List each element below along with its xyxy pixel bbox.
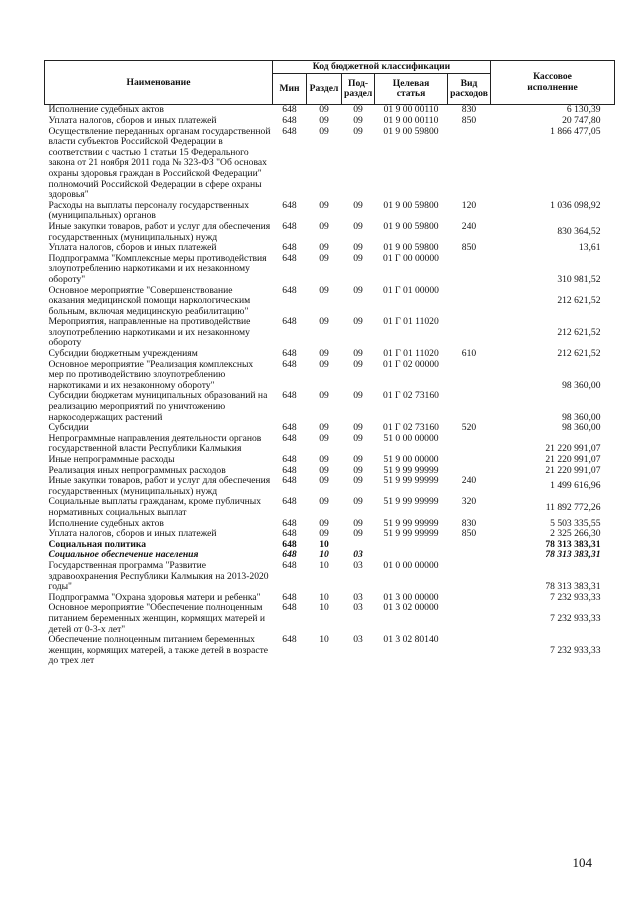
table-row — [45, 434, 615, 455]
cell-kassa: 1 036 098,92 — [550, 199, 601, 211]
cell-name: Основное мероприятие "Совершенствование оказания медицинской помощи наркологическим больным, включая медицинскую реабилитацию" — [48, 284, 251, 317]
cell-podrazdel: 09 — [353, 115, 363, 126]
cell-min: 648 — [282, 390, 297, 402]
cell-min: 648 — [282, 496, 297, 508]
cell-min: 648 — [282, 422, 297, 434]
cell-celevaya: 01 3 02 80140 — [383, 634, 439, 646]
table-row — [45, 476, 615, 497]
cell-razdel: 10 — [319, 602, 329, 614]
cell-podrazdel: 09 — [353, 496, 363, 508]
cell-vid: 830 — [461, 517, 477, 529]
cell-razdel: 09 — [319, 528, 329, 540]
cell-name: Иные закупки товаров, работ и услуг для обеспечения государственных (муниципальных) нужд — [48, 220, 271, 243]
cell-kassa: 20 747,80 — [562, 115, 601, 126]
cell-celevaya: 01 Г 02 00000 — [383, 358, 439, 370]
cell-podrazdel: 09 — [353, 199, 363, 211]
cell-celevaya: 01 3 02 00000 — [383, 602, 439, 614]
cell-kassa: 212 621,52 — [557, 295, 601, 307]
cell-celevaya: 01 9 00 00110 — [383, 104, 439, 116]
header-razdel: Раздел — [307, 74, 342, 105]
cell-razdel: 09 — [319, 125, 329, 137]
cell-name: Уплата налогов, сборов и иных платежей — [48, 528, 217, 540]
cell-celevaya: 01 Г 02 73160 — [383, 390, 439, 402]
cell-min: 648 — [282, 358, 297, 370]
cell-name: Субсидии — [48, 422, 89, 434]
cell-podrazdel: 09 — [353, 104, 363, 116]
cell-podrazdel: 09 — [353, 517, 363, 529]
cell-celevaya: 01 Г 01 11020 — [383, 348, 439, 360]
cell-min: 648 — [282, 220, 297, 232]
cell-celevaya: 01 0 00 00000 — [383, 559, 439, 571]
header-podrazdel: Под- раздел — [342, 74, 375, 105]
cell-name: Уплата налогов, сборов и иных платежей — [48, 242, 217, 254]
table-row — [45, 561, 615, 593]
cell-celevaya: 51 9 99 99999 — [383, 496, 439, 508]
cell-razdel: 09 — [319, 432, 329, 444]
table-row — [45, 127, 615, 201]
cell-podrazdel: 03 — [353, 634, 363, 646]
cell-razdel: 09 — [319, 422, 329, 434]
cell-kassa: 98 360,00 — [562, 379, 601, 391]
cell-name: Субсидии бюджетам муниципальных образований на реализацию мероприятий по уничтожению наркосодержащих растений — [48, 390, 268, 423]
cell-min: 648 — [282, 602, 297, 614]
cell-kassa: 1 866 477,05 — [550, 125, 601, 137]
table-row — [45, 116, 615, 127]
cell-min: 648 — [282, 559, 297, 571]
cell-kassa: 212 621,52 — [557, 348, 601, 360]
cell-vid: 120 — [461, 199, 477, 211]
table-row — [45, 497, 615, 518]
cell-vid — [448, 635, 491, 667]
cell-name: Субсидии бюджетным учреждениям — [48, 348, 198, 360]
cell-podrazdel: 09 — [353, 432, 363, 444]
cell-vid: 320 — [461, 496, 477, 508]
cell-razdel: 10 — [319, 591, 329, 603]
cell-name: Обеспечение полноценным питанием беременных женщин, кормящих матерей, а также детей в возрасте до трех лет — [48, 634, 269, 667]
cell-name: Расходы на выплаты персоналу государственных (муниципальных) органов — [48, 199, 250, 222]
cell-min: 648 — [282, 549, 297, 561]
cell-vid — [448, 561, 491, 593]
table-row — [45, 201, 615, 222]
cell-min: 648 — [282, 528, 297, 540]
cell-celevaya: 01 Г 01 00000 — [383, 284, 439, 296]
cell-min: 648 — [282, 252, 297, 264]
cell-razdel: 09 — [319, 517, 329, 529]
cell-podrazdel: 09 — [353, 348, 363, 360]
cell-kassa: 7 232 933,33 — [550, 644, 601, 656]
cell-vid — [448, 391, 491, 423]
table-row — [45, 455, 615, 466]
cell-min: 648 — [282, 284, 297, 296]
cell-min: 648 — [282, 199, 297, 211]
cell-name: Осуществление переданных органам государственной власти субъектов Российской Федерации в соответствии с частью 1 статьи 15 Федерального закона от 21 ноября 2011 года № 323-ФЗ "Об основах охраны здоровья граждан в Российской Федерации" полномочий Российской Федерации в сфере охраны здоровья" — [48, 125, 271, 201]
cell-min: 648 — [282, 115, 297, 126]
cell-name: Исполнение судебных актов — [48, 104, 164, 116]
cell-name: Иные закупки товаров, работ и услуг для обеспечения государственных (муниципальных) нужд — [48, 475, 271, 497]
cell-vid — [448, 603, 491, 635]
cell-kassa: 13,61 — [578, 242, 601, 254]
cell-celevaya: 01 9 00 59800 — [383, 199, 439, 211]
table-row — [45, 317, 615, 349]
cell-min: 648 — [282, 464, 297, 476]
cell-kassa: 7 232 933,33 — [550, 591, 601, 603]
cell-kassa: 78 313 383,31 — [545, 549, 601, 561]
cell-name: Мероприятия, направленные на противодействие злоупотреблению наркотиками и их незаконному обороту — [48, 316, 251, 349]
cell-razdel: 09 — [319, 220, 329, 232]
cell-min: 648 — [282, 432, 297, 444]
header-code-group: Код бюджетной классификации — [273, 61, 491, 74]
cell-vid — [448, 317, 491, 349]
cell-min: 648 — [282, 634, 297, 646]
cell-kassa: 78 313 383,31 — [545, 538, 601, 550]
cell-razdel: 09 — [319, 242, 329, 254]
cell-celevaya: 01 9 00 59800 — [383, 242, 439, 254]
cell-kassa: 310 981,52 — [557, 273, 601, 285]
cell-celevaya: 01 Г 02 73160 — [383, 422, 439, 434]
cell-razdel: 09 — [319, 348, 329, 360]
header-min: Мин — [273, 74, 307, 105]
cell-name: Основное мероприятие "Обеспечение полноценным питанием беременных женщин, кормящих матерей и детей от 0-3-х лет" — [48, 602, 265, 635]
cell-name: Непрограммные направления деятельности органов государственной власти Республики Калмыкия — [48, 432, 262, 455]
cell-razdel: 09 — [319, 316, 329, 328]
cell-name: Подпрограмма "Комплексные меры противодействия злоупотреблению наркотиками и их незаконному обороту" — [48, 252, 267, 285]
cell-kassa: 21 220 991,07 — [545, 443, 601, 455]
cell-vid — [448, 254, 491, 286]
table-row — [45, 603, 615, 635]
cell-razdel: 10 — [319, 549, 329, 561]
cell-podrazdel: 03 — [353, 549, 363, 561]
cell-name: Социальные выплаты гражданам, кроме публичных нормативных социальных выплат — [48, 496, 262, 518]
cell-vid — [448, 360, 491, 392]
cell-celevaya: 51 0 00 00000 — [383, 432, 439, 444]
cell-vid: 240 — [461, 220, 477, 232]
cell-vid — [448, 540, 491, 551]
cell-min: 648 — [282, 517, 297, 529]
cell-vid — [448, 593, 491, 604]
cell-name: Подпрограмма "Охрана здоровья матери и ребенка" — [48, 591, 261, 603]
cell-kassa: 212 621,52 — [557, 326, 601, 338]
cell-min: 648 — [282, 454, 297, 465]
cell-razdel: 09 — [319, 464, 329, 476]
table-row — [45, 635, 615, 667]
table-row — [45, 391, 615, 423]
header-vid: Вид расходов — [448, 74, 491, 105]
cell-podrazdel: 03 — [353, 591, 363, 603]
cell-razdel: 10 — [319, 559, 329, 571]
cell-celevaya: 51 9 00 00000 — [383, 454, 439, 465]
cell-celevaya: 01 9 00 59800 — [383, 125, 439, 137]
cell-name: Реализация иных непрограммных расходов — [48, 464, 226, 476]
cell-podrazdel: 09 — [353, 125, 363, 137]
cell-podrazdel: 09 — [353, 528, 363, 540]
cell-vid — [448, 455, 491, 466]
cell-razdel: 09 — [319, 115, 329, 126]
cell-razdel: 10 — [319, 538, 329, 550]
cell-podrazdel: 09 — [353, 464, 363, 476]
cell-vid: 850 — [461, 242, 477, 254]
cell-celevaya — [375, 540, 448, 551]
cell-min: 648 — [282, 538, 297, 550]
cell-vid: 850 — [461, 115, 477, 126]
cell-vid: 830 — [461, 104, 477, 116]
cell-kassa: 5 503 335,55 — [550, 517, 601, 529]
cell-celevaya: 51 9 99 99999 — [383, 475, 439, 487]
cell-name: Исполнение судебных актов — [48, 517, 164, 529]
cell-celevaya: 01 3 00 00000 — [383, 591, 439, 603]
cell-min: 648 — [282, 242, 297, 254]
cell-podrazdel: 03 — [353, 559, 363, 571]
cell-min: 648 — [282, 591, 297, 603]
cell-razdel: 09 — [319, 199, 329, 211]
cell-kassa: 830 364,52 — [557, 226, 601, 238]
cell-razdel: 10 — [319, 634, 329, 646]
cell-name: Иные непрограммные расходы — [48, 454, 175, 465]
cell-kassa: 21 220 991,07 — [545, 464, 601, 476]
cell-vid: 240 — [461, 475, 477, 487]
cell-kassa: 2 325 266,30 — [550, 528, 601, 540]
table-row — [45, 360, 615, 392]
cell-razdel: 09 — [319, 390, 329, 402]
cell-celevaya: 51 9 99 99999 — [383, 528, 439, 540]
budget-table — [44, 60, 615, 667]
cell-name: Государственная программа "Развитие здравоохранения Республики Калмыкия на 2013-2020 годы" — [48, 559, 269, 593]
cell-min: 648 — [282, 348, 297, 360]
cell-kassa: 11 892 772,26 — [545, 501, 601, 513]
header-celevaya: Целевая статья — [375, 74, 448, 105]
cell-razdel: 09 — [319, 104, 329, 116]
cell-razdel: 09 — [319, 454, 329, 465]
cell-min: 648 — [282, 475, 297, 487]
cell-vid: 520 — [461, 422, 477, 434]
cell-name: Социальное обеспечение населения — [48, 549, 199, 561]
cell-min: 648 — [282, 125, 297, 137]
table-row — [45, 254, 615, 286]
cell-podrazdel: 09 — [353, 390, 363, 402]
cell-podrazdel: 09 — [353, 220, 363, 232]
cell-celevaya: 01 Г 00 00000 — [383, 252, 439, 264]
header-name: Наименование — [45, 61, 273, 105]
cell-name: Основное мероприятие "Реализация комплексных мер по противодействию злоупотреблению наркотиками и их незаконному обороту" — [48, 358, 254, 391]
cell-kassa: 7 232 933,33 — [550, 612, 601, 624]
cell-vid — [448, 286, 491, 318]
cell-celevaya: 51 9 99 99999 — [383, 464, 439, 476]
cell-razdel: 09 — [319, 358, 329, 370]
cell-vid: 610 — [461, 348, 477, 360]
cell-kassa: 21 220 991,07 — [545, 454, 601, 465]
cell-razdel: 09 — [319, 284, 329, 296]
cell-kassa: 6 130,39 — [566, 104, 601, 116]
cell-celevaya: 01 9 00 59800 — [383, 220, 439, 232]
cell-kassa: 98 360,00 — [562, 411, 601, 423]
cell-podrazdel: 09 — [353, 475, 363, 487]
cell-vid — [448, 127, 491, 201]
cell-kassa: 78 313 383,31 — [545, 581, 601, 593]
cell-name: Уплата налогов, сборов и иных платежей — [48, 115, 217, 126]
cell-celevaya: 01 9 00 00110 — [383, 115, 439, 126]
cell-razdel: 09 — [319, 475, 329, 487]
cell-kassa: 1 499 616,96 — [550, 480, 601, 492]
cell-name: Социальная политика — [48, 538, 147, 550]
cell-podrazdel: 03 — [353, 602, 363, 614]
cell-podrazdel: 09 — [353, 252, 363, 264]
cell-min: 648 — [282, 316, 297, 328]
cell-kassa: 98 360,00 — [562, 422, 601, 434]
header-kassa: Кассовое исполнение — [491, 61, 615, 105]
table-body — [45, 105, 615, 667]
cell-podrazdel: 09 — [353, 284, 363, 296]
cell-razdel: 09 — [319, 496, 329, 508]
table-row — [45, 286, 615, 318]
cell-vid: 850 — [461, 528, 477, 540]
cell-podrazdel: 09 — [353, 422, 363, 434]
cell-celevaya: 51 9 99 99999 — [383, 517, 439, 529]
cell-razdel: 09 — [319, 252, 329, 264]
page-number: 104 — [572, 855, 592, 870]
cell-podrazdel: 09 — [353, 454, 363, 465]
cell-podrazdel: 09 — [353, 242, 363, 254]
table-row — [45, 222, 615, 243]
cell-celevaya: 01 Г 01 11020 — [383, 316, 439, 328]
table-header — [45, 61, 615, 105]
cell-podrazdel: 09 — [353, 316, 363, 328]
cell-vid — [448, 434, 491, 455]
cell-min: 648 — [282, 104, 297, 116]
cell-vid — [448, 550, 491, 561]
cell-podrazdel: 09 — [353, 358, 363, 370]
